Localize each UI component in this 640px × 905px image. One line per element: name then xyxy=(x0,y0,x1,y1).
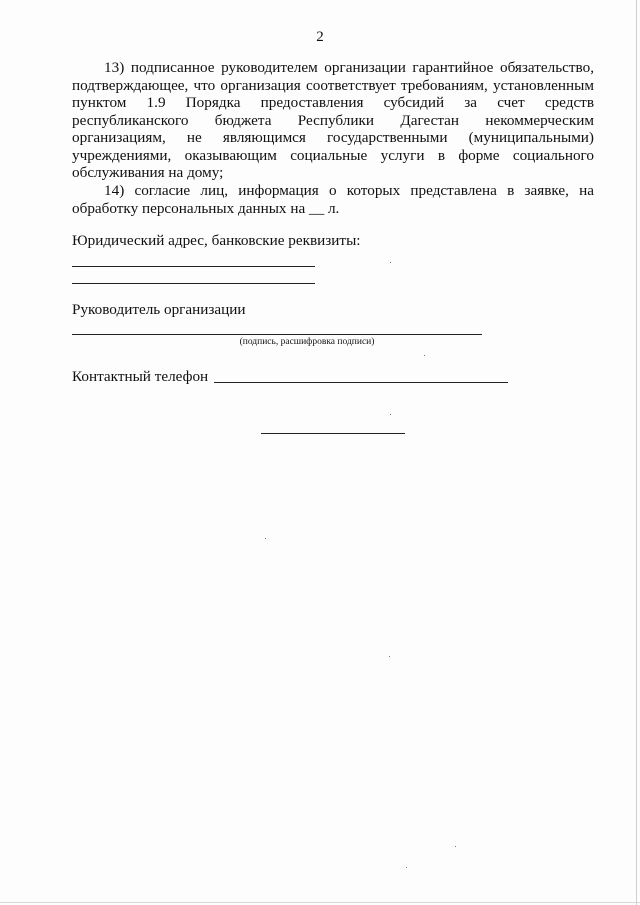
contact-phone-line xyxy=(214,382,508,383)
scan-speck xyxy=(389,656,390,657)
scan-speck xyxy=(424,355,425,356)
signature-caption: (подпись, расшифровка подписи) xyxy=(239,337,375,347)
scan-speck xyxy=(406,867,407,868)
list-item-text: 14) согласие лиц, информация о которых представлена в заявке, на обработку персональных данных на __ л. xyxy=(72,182,594,217)
director-signature-line xyxy=(72,334,482,335)
contact-phone-label-text: Контактный телефон xyxy=(72,368,209,385)
end-of-document-divider xyxy=(261,433,405,434)
page-number: 2 xyxy=(316,29,324,45)
scan-speck xyxy=(455,846,456,847)
director-label: Руководитель организации xyxy=(72,301,246,318)
scan-speck xyxy=(390,414,391,415)
scan-edge xyxy=(636,0,637,905)
list-item-text: 13) подписанное руководителем организации гарантийное обязательство, подтверждающее, что организация соответствует требованиям, установленным пунктом 1.9 Порядка предоставления субсидий за счет средств республиканского бюджета Республики Дагестан некоммерческим организациям, не являющимся государственными (муниципальными) учреждениями, оказывающим социальные услуги в форме социального обслуживания на дому; xyxy=(72,59,594,181)
scan-speck xyxy=(265,538,266,539)
legal-address-line-2 xyxy=(72,283,315,284)
legal-address-line-1 xyxy=(72,266,315,267)
legal-address-label: Юридический адрес, банковские реквизиты: xyxy=(72,232,361,249)
scan-speck xyxy=(390,262,391,263)
scan-bottom-edge xyxy=(0,902,640,903)
contact-phone-label xyxy=(72,368,212,386)
list-item-14 xyxy=(72,182,594,217)
list-item-13 xyxy=(72,59,594,182)
